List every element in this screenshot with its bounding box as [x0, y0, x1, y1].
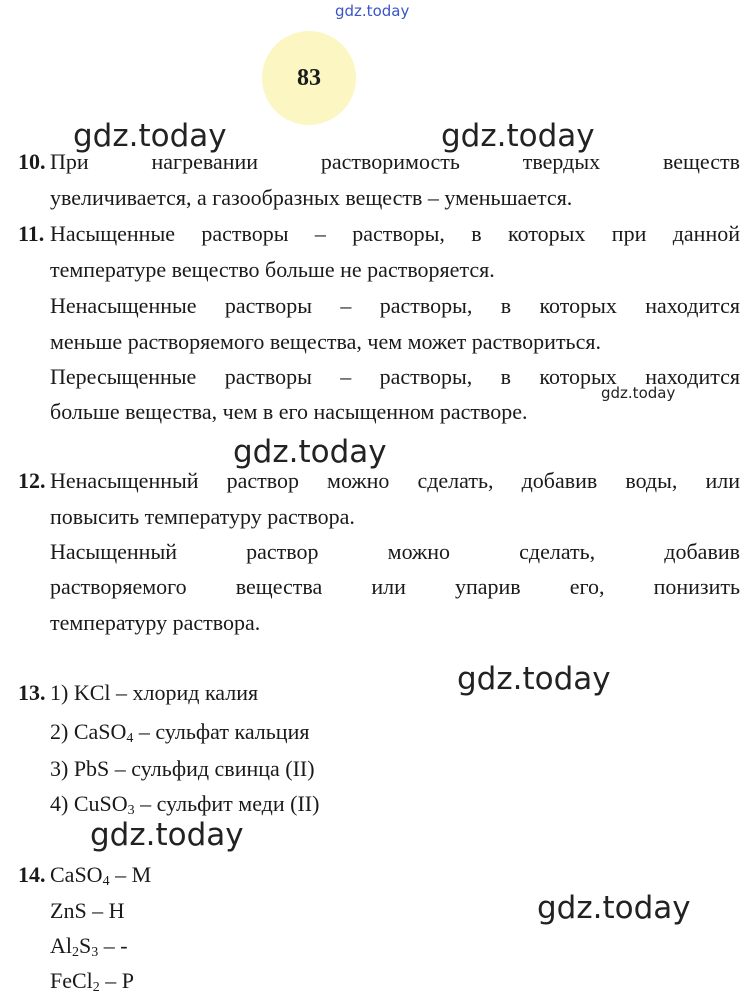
text-line: температуру раствора.: [50, 610, 261, 635]
item-number: 11.: [18, 221, 45, 246]
formula-line: 3) PbS – сульфид свинца (II): [50, 756, 315, 781]
watermark: gdz.today: [441, 118, 595, 154]
text-line: Ненасыщенный раствор можно сделать, добавив воды, или: [50, 468, 740, 493]
item-number: 10.: [18, 149, 46, 174]
item-number: 13.: [18, 680, 46, 705]
page-number: 83: [262, 31, 356, 125]
watermark: gdz.today: [457, 661, 611, 697]
item-number: 14.: [18, 862, 46, 887]
formula-line: 2) CaSO$_4$ – сульфат кальция: [50, 719, 310, 746]
formula-line: FeCl$_2$ – Р: [50, 968, 135, 995]
text-line: меньше растворяемого вещества, чем может раствориться.: [50, 329, 601, 354]
formula-line: 4) CuSO$_3$ – сульфит меди (II): [50, 791, 320, 818]
formula-line: ZnS – Н: [50, 898, 125, 923]
text-line: растворяемого вещества или упарив его, понизить: [50, 574, 740, 599]
text-line: температуре вещество больше не растворяется.: [50, 257, 495, 282]
formula-line: CaSO$_4$ – М: [50, 862, 152, 889]
watermark-small: gdz.today: [601, 384, 676, 402]
text-line: Ненасыщенные растворы – растворы, в которых находится: [50, 293, 740, 318]
item-number: 12.: [18, 468, 46, 493]
formula-line: 1) KCl – хлорид калия: [50, 680, 259, 705]
watermark: gdz.today: [73, 118, 227, 154]
watermark: gdz.today: [233, 434, 387, 470]
watermark-top: gdz.today: [335, 2, 410, 20]
formula-line: $Al_2S_3$ – -: [50, 933, 128, 960]
text-line: увеличивается, а газообразных веществ – уменьшается.: [50, 185, 573, 210]
text-line: больше вещества, чем в его насыщенном растворе.: [50, 399, 528, 424]
text-line: Пересыщенные растворы – растворы, в которых находится: [50, 364, 740, 389]
text-line: При нагревании растворимость твердых веществ: [50, 149, 740, 174]
watermark: gdz.today: [537, 890, 691, 926]
text-line: Насыщенный раствор можно сделать, добавив: [50, 539, 740, 564]
text-line: повысить температуру раствора.: [50, 504, 355, 529]
watermark: gdz.today: [90, 817, 244, 853]
text-line: Насыщенные растворы – растворы, в которых при данной: [50, 221, 740, 246]
